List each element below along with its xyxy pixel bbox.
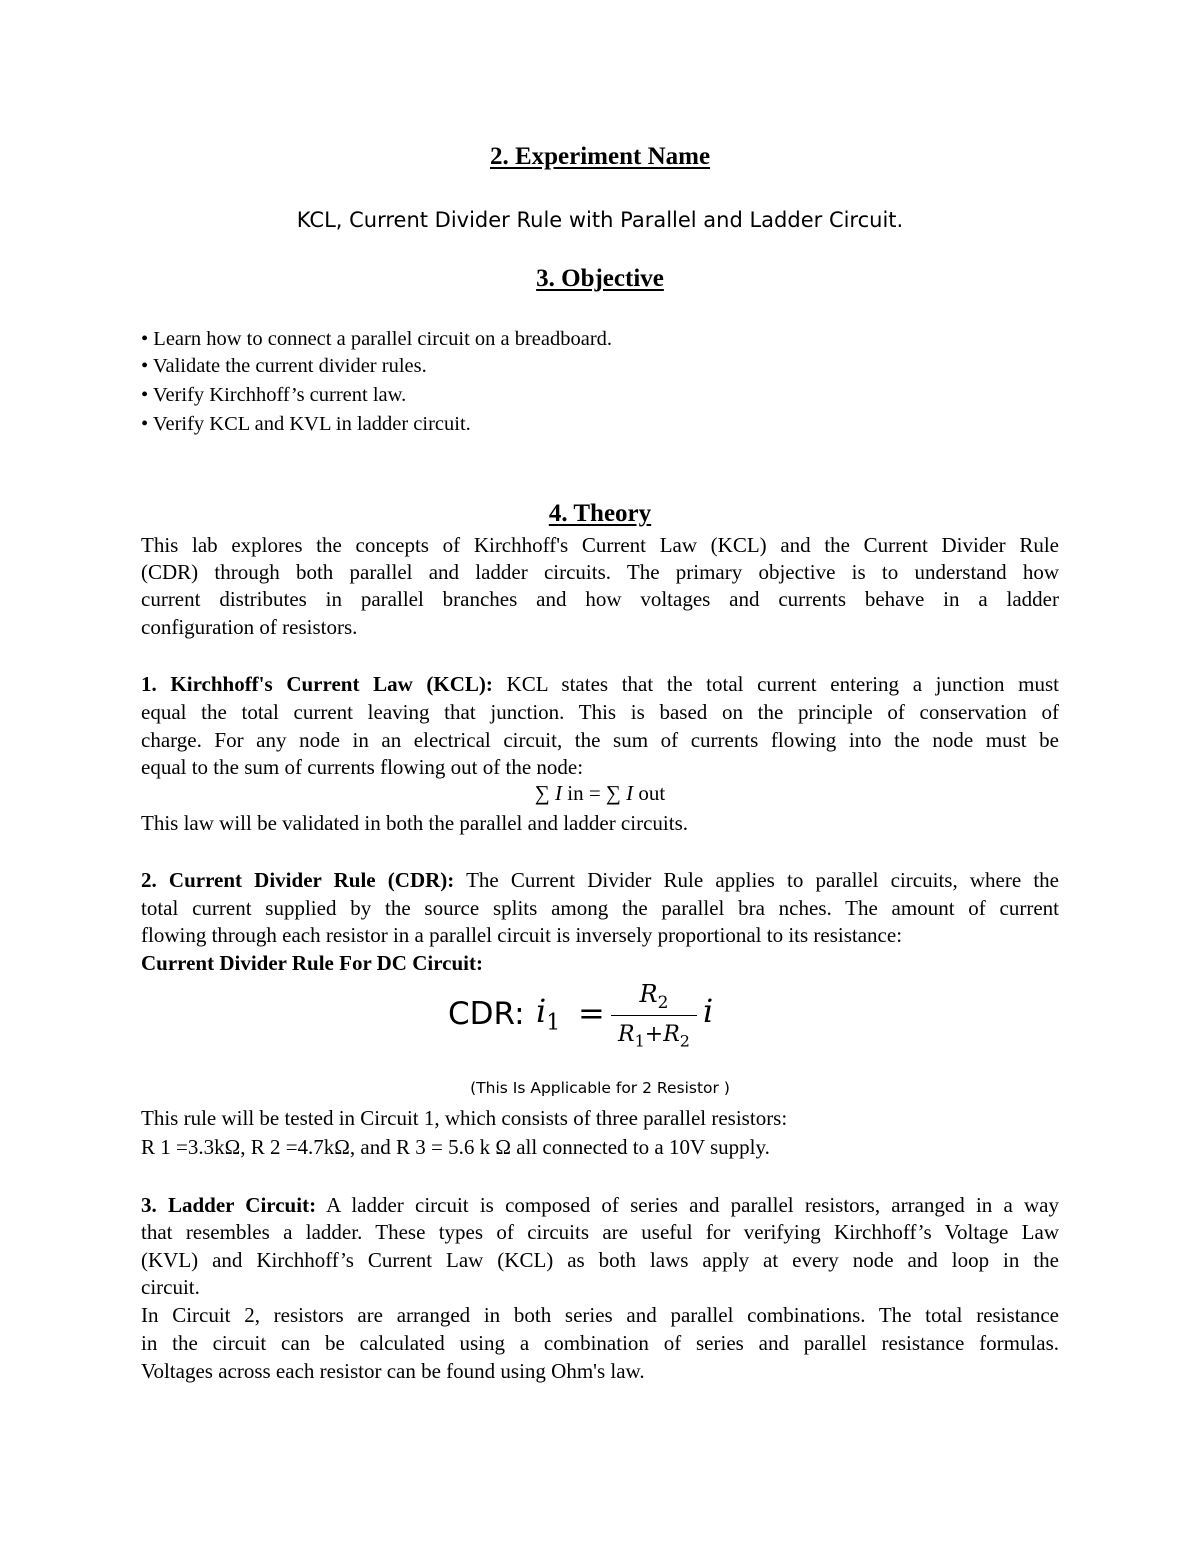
- kcl-formula: ∑ I in = ∑ I out: [534, 781, 666, 805]
- ladder-line: (KVL) and Kirchhoff’s Current Law (KCL) as both laws apply at every node and loop in the: [141, 1248, 1059, 1272]
- objective-bullet: • Verify KCL and KVL in ladder circuit.: [141, 413, 471, 435]
- cdr-line: flowing through each resistor in a parallel circuit is inversely proportional to its resistance:: [141, 923, 903, 947]
- ladder-line: in the circuit can be calculated using a combination of series and parallel resistance formulas.: [141, 1331, 1059, 1355]
- objective-bullet: • Learn how to connect a parallel circuit on a breadboard.: [141, 328, 613, 350]
- kcl-after: This law will be validated in both the parallel and ladder circuits.: [141, 811, 688, 835]
- theory-intro-line: configuration of resistors.: [141, 615, 358, 639]
- cdr-label: 2. Current Divider Rule (CDR):: [141, 868, 455, 892]
- ladder-line: Voltages across each resistor can be found using Ohm's law.: [141, 1359, 645, 1383]
- cdr-first-line: 2. Current Divider Rule (CDR): The Current Divider Rule applies to parallel circuits, where the: [141, 868, 1059, 892]
- cdr-denominator: $R_1+R_2$: [618, 1022, 690, 1051]
- cdr-equals: =: [578, 994, 605, 1032]
- ladder-label: 3. Ladder Circuit:: [141, 1193, 317, 1217]
- cdr-formula: [0, 980, 1200, 1060]
- ladder-line: that resembles a ladder. These types of circuits are useful for verifying Kirchhoff’s Voltage Law: [141, 1220, 1059, 1244]
- theory-intro-line: current distributes in parallel branches and how voltages and currents behave in a ladder: [141, 587, 1059, 611]
- objective-bullet: • Verify Kirchhoff’s current law.: [141, 384, 407, 406]
- cdr-numerator: $R_2$: [639, 980, 669, 1013]
- cdr-note: (This Is Applicable for 2 Resistor ): [470, 1079, 730, 1097]
- ladder-line: In Circuit 2, resistors are arranged in both series and parallel combinations. The total resistance: [141, 1303, 1059, 1327]
- cdr-after-line: R 1 =3.3kΩ, R 2 =4.7kΩ, and R 3 = 5.6 k Ω all connected to a 10V supply.: [141, 1135, 770, 1159]
- cdr-fraction-bar: [611, 1015, 697, 1016]
- theory-heading: 4. Theory: [548, 500, 652, 527]
- objective-heading: 3. Objective: [536, 265, 664, 292]
- kcl-line: equal to the sum of currents flowing out of the node:: [141, 755, 584, 779]
- experiment-name-text: KCL, Current Divider Rule with Parallel and Ladder Circuit.: [296, 208, 904, 232]
- ladder-line: circuit.: [141, 1275, 200, 1299]
- cdr-subheading: Current Divider Rule For DC Circuit:: [141, 951, 483, 975]
- cdr-prefix: CDR:: [448, 996, 525, 1032]
- cdr-rhs: i: [703, 992, 714, 1030]
- kcl-first-line: 1. Kirchhoff's Current Law (KCL): KCL states that the total current entering a junction must: [141, 672, 1059, 696]
- cdr-after-line: This rule will be tested in Circuit 1, which consists of three parallel resistors:: [141, 1106, 788, 1130]
- cdr-line: total current supplied by the source splits among the parallel bra nches. The amount of current: [141, 896, 1059, 920]
- cdr-lhs: $i_1$: [536, 992, 561, 1036]
- kcl-line: charge. For any node in an electrical circuit, the sum of currents flowing into the node must be: [141, 728, 1059, 752]
- objective-bullet: • Validate the current divider rules.: [141, 355, 427, 377]
- experiment-name-heading: 2. Experiment Name: [489, 143, 711, 170]
- theory-intro-line: (CDR) through both parallel and ladder circuits. The primary objective is to understand how: [141, 560, 1059, 584]
- ladder-first-line: 3. Ladder Circuit: A ladder circuit is composed of series and parallel resistors, arranged in a way: [141, 1193, 1060, 1217]
- kcl-line: equal the total current leaving that junction. This is based on the principle of conservation of: [141, 700, 1059, 724]
- theory-intro-line: This lab explores the concepts of Kirchhoff's Current Law (KCL) and the Current Divider Rule: [141, 533, 1059, 557]
- kcl-label: 1. Kirchhoff's Current Law (KCL):: [141, 672, 493, 696]
